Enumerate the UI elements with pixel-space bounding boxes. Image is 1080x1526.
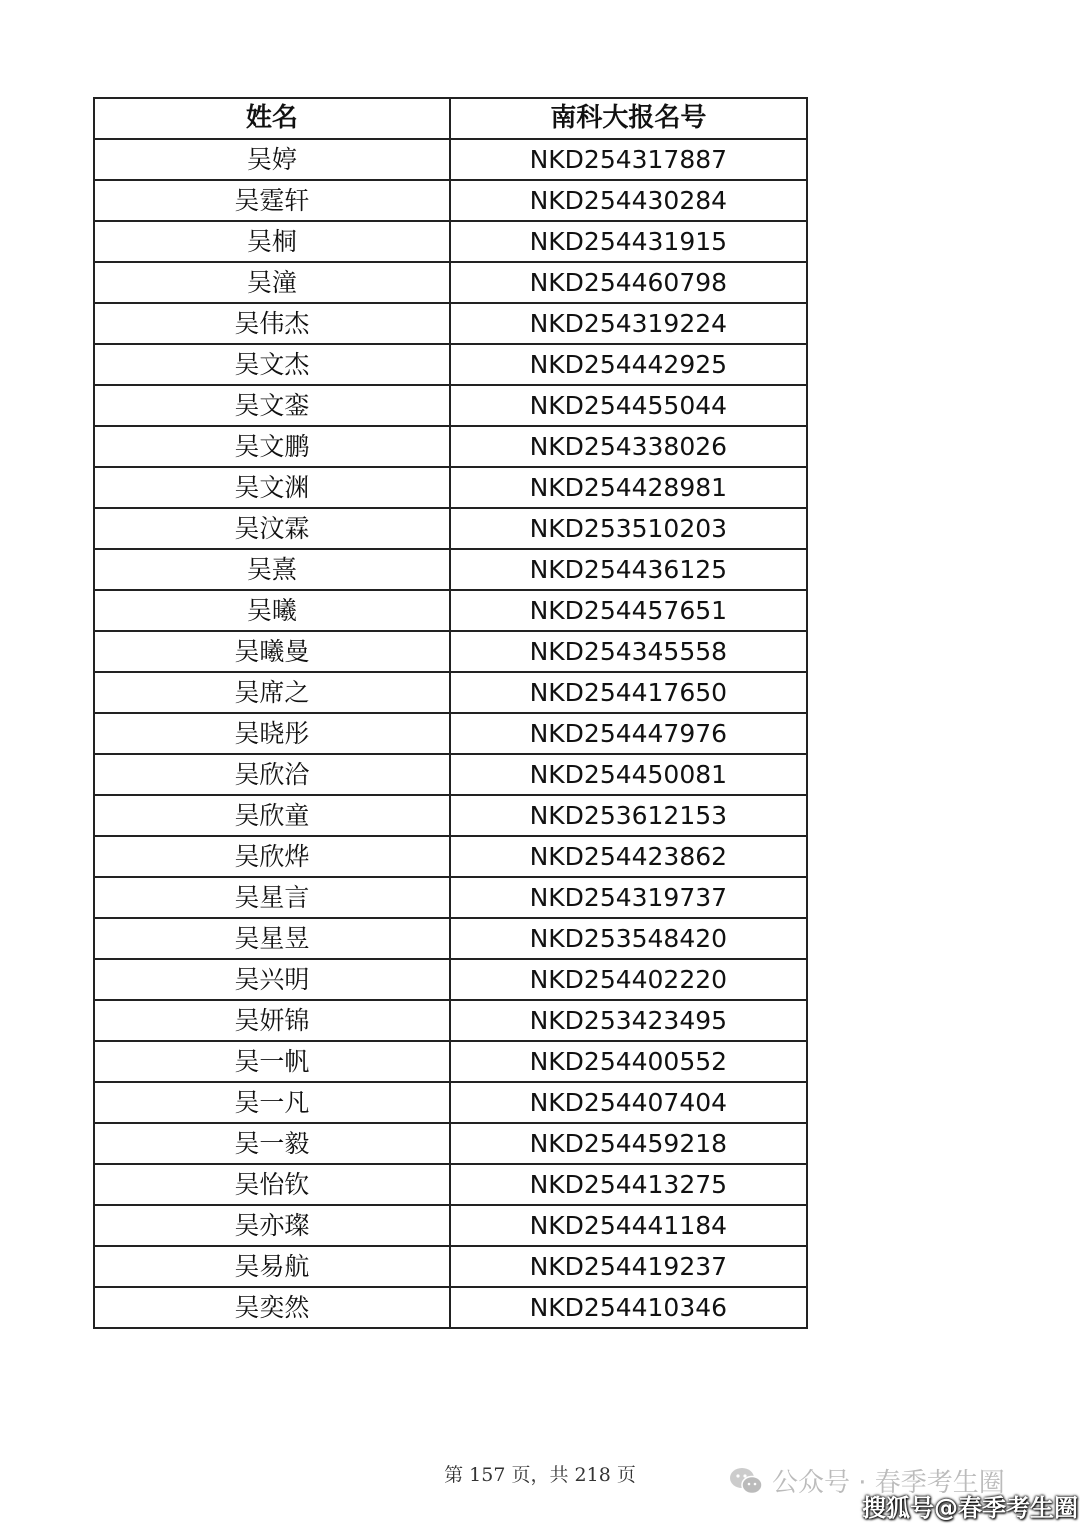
student-name-cell: 吴妍锦 (94, 1000, 450, 1041)
table-row (94, 1246, 807, 1287)
registration-number-cell: NKD254450081 (450, 754, 807, 795)
table-row (94, 1287, 807, 1328)
table-row (94, 1082, 807, 1123)
student-name-cell: 吴欣烨 (94, 836, 450, 877)
student-name-cell: 吴欣洽 (94, 754, 450, 795)
table-row (94, 221, 807, 262)
table-row (94, 467, 807, 508)
student-name-cell: 吴星言 (94, 877, 450, 918)
table-row (94, 713, 807, 754)
table-row (94, 1123, 807, 1164)
registration-number-cell: NKD253548420 (450, 918, 807, 959)
registration-number-cell: NKD254338026 (450, 426, 807, 467)
table-row (94, 590, 807, 631)
table-row (94, 139, 807, 180)
student-name-cell: 吴星昱 (94, 918, 450, 959)
registration-number-cell: NKD254417650 (450, 672, 807, 713)
admission-list-table (93, 97, 808, 1329)
table-row (94, 426, 807, 467)
student-name-cell: 吴一毅 (94, 1123, 450, 1164)
table-row (94, 754, 807, 795)
registration-number-cell: NKD254319224 (450, 303, 807, 344)
registration-number-cell: NKD254423862 (450, 836, 807, 877)
table-row (94, 303, 807, 344)
table-row (94, 262, 807, 303)
student-name-cell: 吴曦 (94, 590, 450, 631)
table-row (94, 180, 807, 221)
registration-number-cell: NKD254413275 (450, 1164, 807, 1205)
table-row (94, 385, 807, 426)
registration-number-cell: NKD254441184 (450, 1205, 807, 1246)
student-name-cell: 吴易航 (94, 1246, 450, 1287)
wechat-icon (728, 1466, 764, 1496)
student-name-cell: 吴一凡 (94, 1082, 450, 1123)
student-name-cell: 吴桐 (94, 221, 450, 262)
student-name-cell: 吴文渊 (94, 467, 450, 508)
student-name-cell: 吴潼 (94, 262, 450, 303)
student-name-cell: 吴文銮 (94, 385, 450, 426)
registration-number-cell: NKD254400552 (450, 1041, 807, 1082)
registration-number-cell: NKD254447976 (450, 713, 807, 754)
registration-number-cell: NKD254428981 (450, 467, 807, 508)
registration-number-cell: NKD254430284 (450, 180, 807, 221)
registration-number-cell: NKD254455044 (450, 385, 807, 426)
registration-number-cell: NKD254457651 (450, 590, 807, 631)
table-row (94, 1205, 807, 1246)
table-row (94, 508, 807, 549)
registration-number-cell: NKD253423495 (450, 1000, 807, 1041)
table-row (94, 1164, 807, 1205)
student-name-cell: 吴文杰 (94, 344, 450, 385)
student-name-cell: 吴晓彤 (94, 713, 450, 754)
page-number: 第 157 页，共 218 页 (444, 1464, 636, 1486)
wechat-watermark-text: 公众号 · 春季考生圈 (772, 1468, 1005, 1498)
student-name-cell: 吴兴明 (94, 959, 450, 1000)
registration-number-cell: NKD254442925 (450, 344, 807, 385)
table-row (94, 795, 807, 836)
student-name-cell: 吴亦璨 (94, 1205, 450, 1246)
registration-number-cell: NKD254345558 (450, 631, 807, 672)
student-name-cell: 吴席之 (94, 672, 450, 713)
student-name-cell: 吴伟杰 (94, 303, 450, 344)
table-row (94, 959, 807, 1000)
registration-number-cell: NKD254319737 (450, 877, 807, 918)
header-registration-number: 南科大报名号 (450, 98, 807, 139)
student-name-cell: 吴曦曼 (94, 631, 450, 672)
header-name: 姓名 (94, 98, 450, 139)
table-row (94, 631, 807, 672)
student-name-cell: 吴霆轩 (94, 180, 450, 221)
table-row (94, 877, 807, 918)
registration-number-cell: NKD254436125 (450, 549, 807, 590)
student-name-cell: 吴怡钦 (94, 1164, 450, 1205)
student-name-cell: 吴文鹏 (94, 426, 450, 467)
registration-number-cell: NKD253612153 (450, 795, 807, 836)
table-row (94, 1000, 807, 1041)
registration-number-cell: NKD254402220 (450, 959, 807, 1000)
registration-number-cell: NKD254419237 (450, 1246, 807, 1287)
table-row (94, 836, 807, 877)
table-header-row (94, 98, 807, 139)
table-row (94, 344, 807, 385)
student-name-cell: 吴熹 (94, 549, 450, 590)
student-name-cell: 吴欣童 (94, 795, 450, 836)
student-name-cell: 吴汶霖 (94, 508, 450, 549)
registration-number-cell: NKD254460798 (450, 262, 807, 303)
registration-number-cell: NKD254410346 (450, 1287, 807, 1328)
registration-number-cell: NKD253510203 (450, 508, 807, 549)
registration-number-cell: NKD254317887 (450, 139, 807, 180)
registration-number-cell: NKD254407404 (450, 1082, 807, 1123)
table-row (94, 1041, 807, 1082)
student-name-cell: 吴奕然 (94, 1287, 450, 1328)
sohu-watermark: 搜狐号@春季考生圈 (862, 1494, 1078, 1522)
table-row (94, 672, 807, 713)
student-name-cell: 吴一帆 (94, 1041, 450, 1082)
registration-number-cell: NKD254459218 (450, 1123, 807, 1164)
table-row (94, 918, 807, 959)
registration-number-cell: NKD254431915 (450, 221, 807, 262)
table-row (94, 549, 807, 590)
student-name-cell: 吴婷 (94, 139, 450, 180)
